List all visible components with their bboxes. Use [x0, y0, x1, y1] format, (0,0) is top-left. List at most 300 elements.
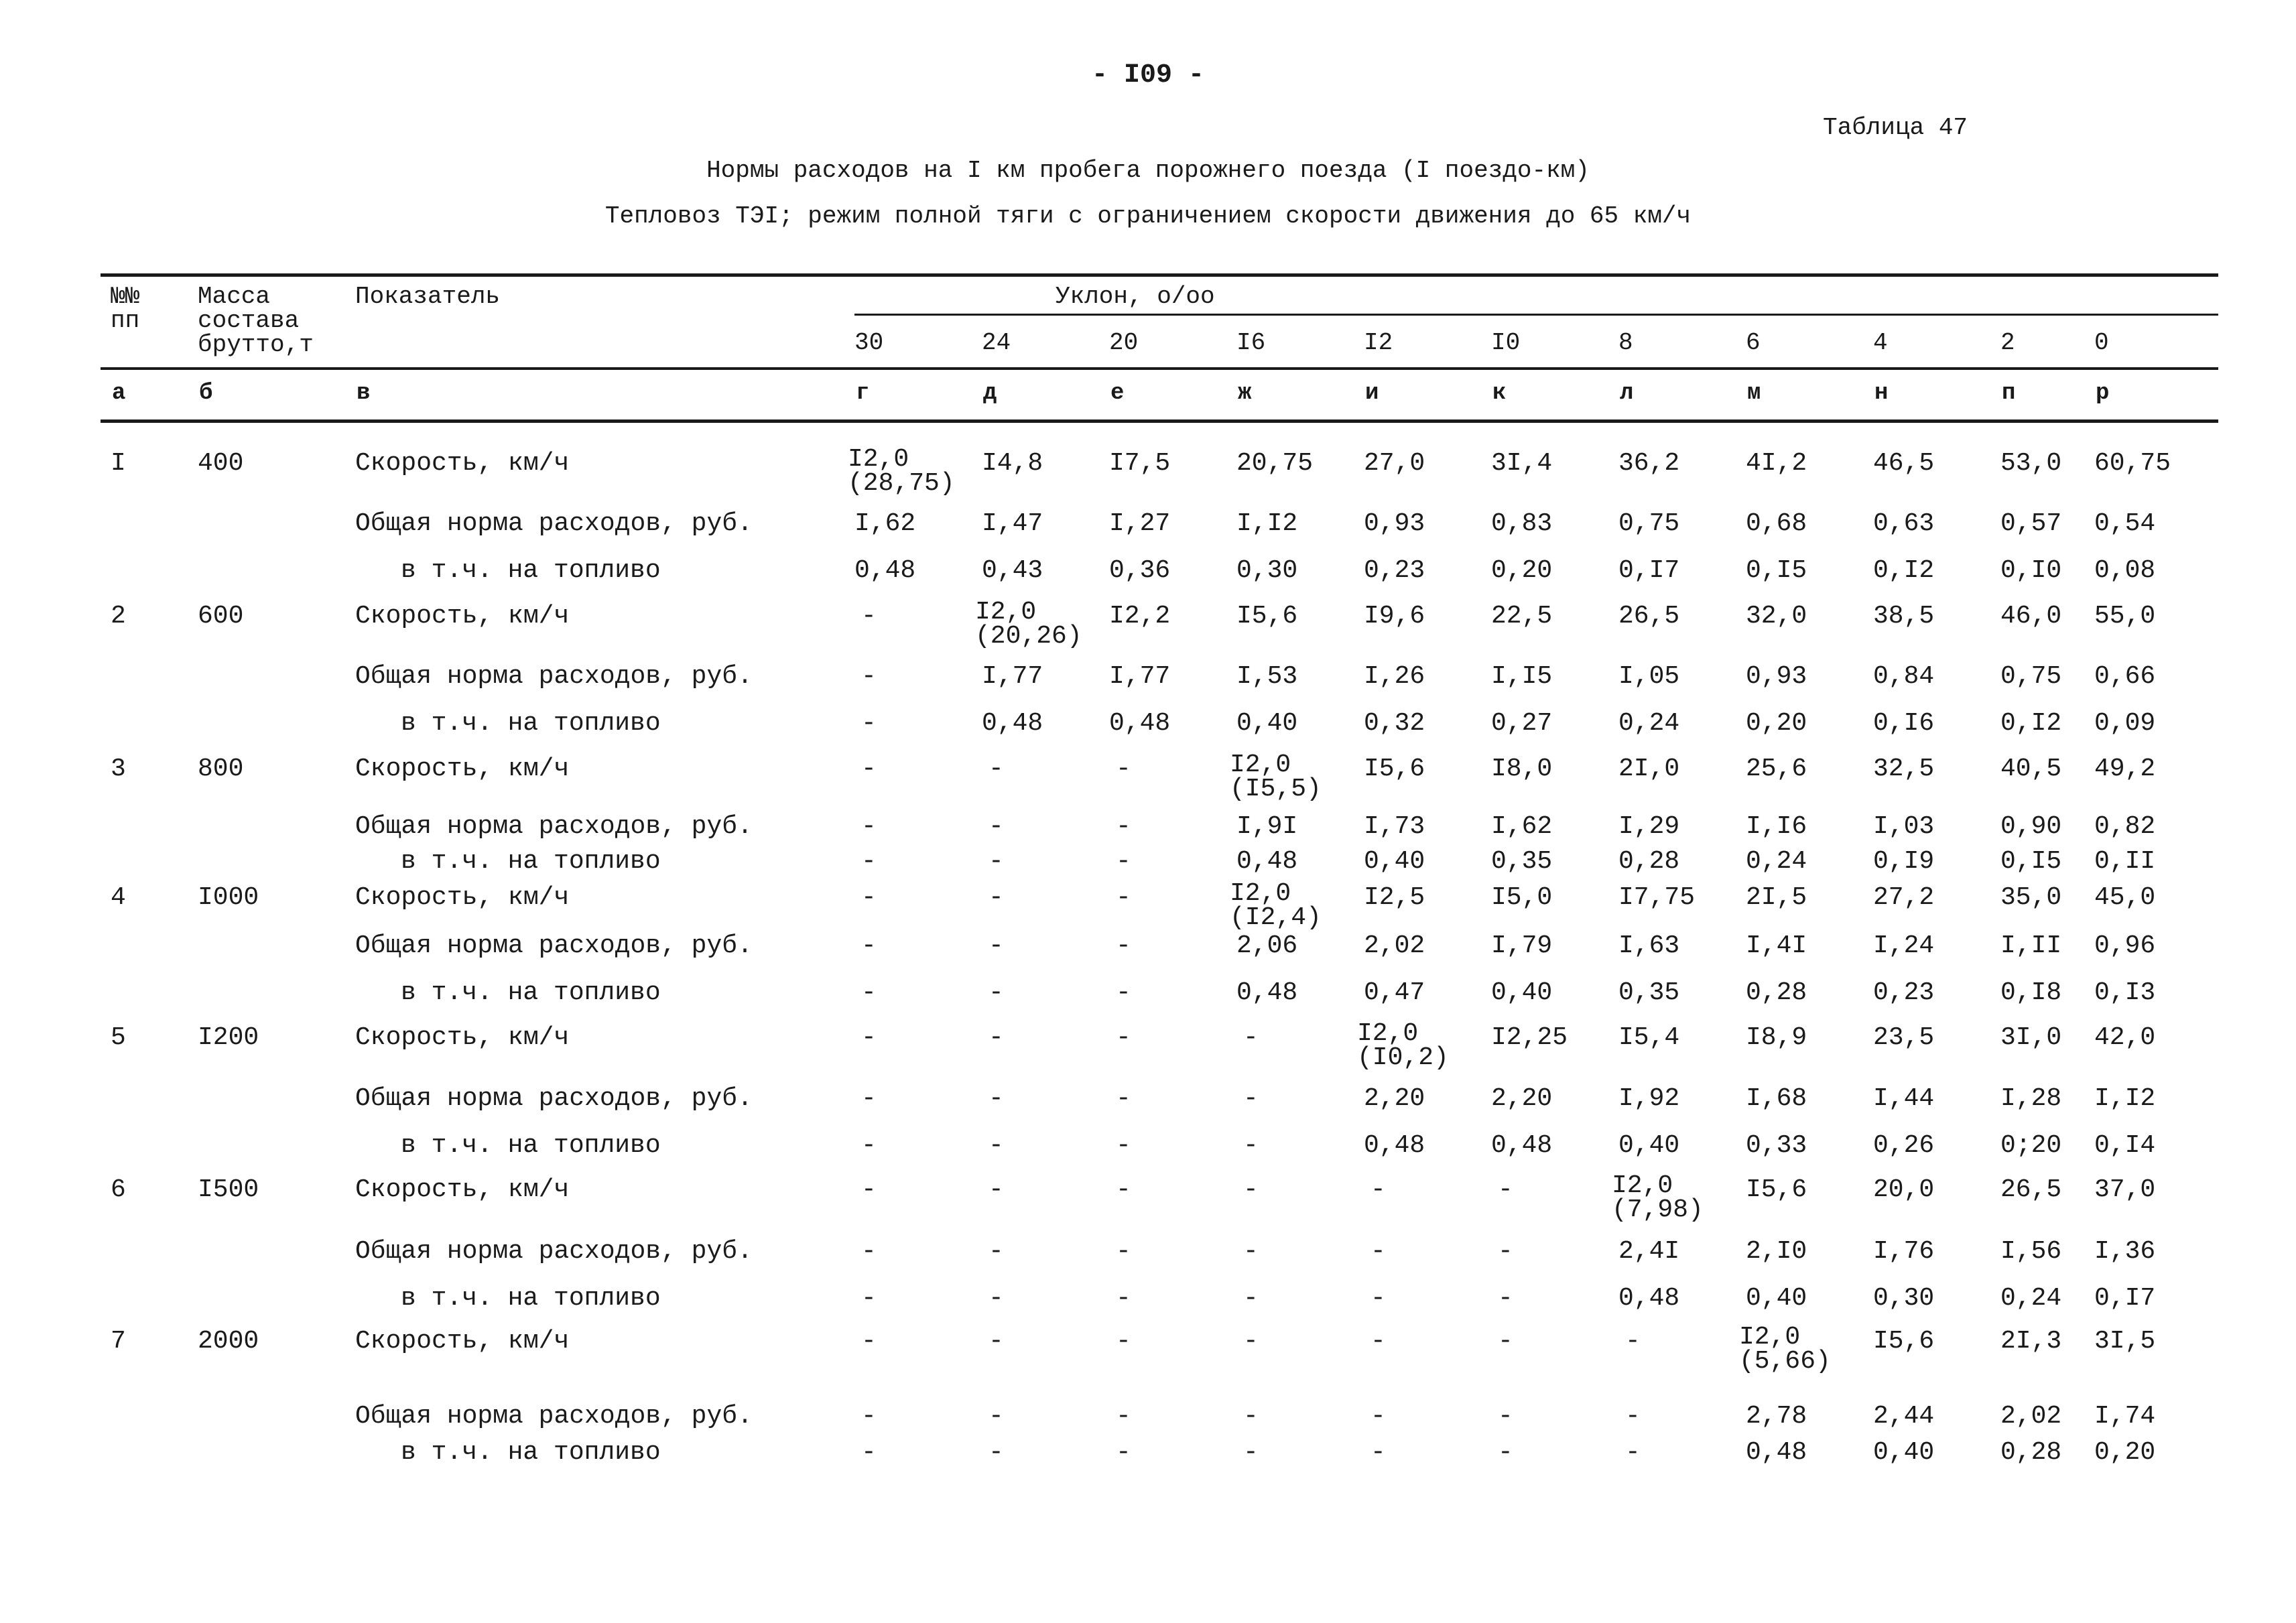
value-fuel: - [988, 1438, 1004, 1467]
value-speed: - [1243, 1023, 1259, 1052]
label-total: Общая норма расходов, руб. [355, 931, 753, 960]
label-speed: Скорость, км/ч [355, 1023, 570, 1052]
value-total: I,62 [1491, 812, 1553, 841]
value-total: I,76 [1873, 1237, 1935, 1266]
value-speed: 46,0 [2000, 602, 2062, 631]
value-speed: 38,5 [1873, 602, 1935, 631]
value-fuel: 0,I2 [1873, 556, 1935, 585]
value-total: - [1116, 931, 1131, 960]
value-speed: I7,75 [1618, 883, 1696, 912]
value-fuel: 0,35 [1618, 978, 1680, 1007]
value-fuel: 0,24 [1618, 709, 1680, 738]
value-fuel: 0,48 [982, 709, 1043, 738]
value-speed: I4,8 [982, 449, 1043, 478]
value-speed: I2,0 (5,66) [1739, 1323, 1831, 1376]
value-total: - [988, 931, 1004, 960]
value-fuel: 0;20 [2000, 1131, 2062, 1160]
column-letter: к [1492, 381, 1507, 406]
value-total: - [861, 931, 877, 960]
value-speed: 35,0 [2000, 883, 2062, 912]
value-fuel: 0,27 [1491, 709, 1553, 738]
label-total: Общая норма расходов, руб. [355, 662, 753, 691]
value-total: 0,57 [2000, 509, 2062, 538]
header-slope: 2 [2000, 329, 2015, 356]
label-fuel: в т.ч. на топливо [401, 1131, 661, 1160]
label-fuel: в т.ч. на топливо [401, 847, 661, 876]
value-speed: 27,0 [1364, 449, 1425, 478]
value-total: 0,66 [2094, 662, 2156, 691]
value-fuel: - [1116, 1284, 1131, 1313]
row-mass: 2000 [198, 1327, 259, 1356]
value-fuel: - [1243, 1131, 1259, 1160]
value-fuel: - [1116, 978, 1131, 1007]
value-fuel: 0,36 [1109, 556, 1171, 585]
value-fuel: 0,23 [1364, 556, 1425, 585]
row-number: 4 [111, 883, 126, 912]
value-fuel: - [988, 978, 1004, 1007]
column-letter: м [1747, 381, 1761, 406]
value-total: I,68 [1746, 1084, 1807, 1113]
value-fuel: 0,26 [1873, 1131, 1935, 1160]
header-slope-group: Уклон, о/оо [1056, 283, 1215, 310]
value-speed: 37,0 [2094, 1175, 2156, 1204]
value-speed: - [988, 1023, 1004, 1052]
value-speed: - [861, 602, 877, 631]
label-speed: Скорость, км/ч [355, 883, 570, 912]
value-speed: I2,0 (I5,5) [1230, 751, 1322, 803]
value-fuel: 0,43 [982, 556, 1043, 585]
value-speed: I2,0 (I0,2) [1357, 1019, 1449, 1072]
value-fuel: 0,40 [1491, 978, 1553, 1007]
column-letter: б [199, 381, 213, 406]
value-speed: I2,25 [1491, 1023, 1568, 1052]
value-total: 0,75 [1618, 509, 1680, 538]
value-total: - [1625, 1402, 1641, 1431]
label-speed: Скорость, км/ч [355, 449, 570, 478]
value-fuel: - [861, 847, 877, 876]
value-speed: 2I,3 [2000, 1327, 2062, 1356]
value-fuel: 0,40 [1873, 1438, 1935, 1467]
value-total: I,63 [1618, 931, 1680, 960]
value-fuel: 0,23 [1873, 978, 1935, 1007]
header-mid-rule [101, 367, 2218, 370]
value-total: - [1116, 812, 1131, 841]
value-fuel: 0,I6 [1873, 709, 1935, 738]
label-total: Общая норма расходов, руб. [355, 812, 753, 841]
value-total: 2,20 [1491, 1084, 1553, 1113]
row-number: 5 [111, 1023, 126, 1052]
value-total: I,62 [854, 509, 916, 538]
row-mass: 800 [198, 755, 244, 783]
value-fuel: - [1370, 1284, 1386, 1313]
value-total: I,53 [1236, 662, 1298, 691]
value-speed: - [988, 883, 1004, 912]
value-speed: I9,6 [1364, 602, 1425, 631]
value-fuel: 0,30 [1873, 1284, 1935, 1313]
value-fuel: 0,08 [2094, 556, 2156, 585]
value-total: I,I2 [1236, 509, 1298, 538]
value-speed: 36,2 [1618, 449, 1680, 478]
value-speed: - [1116, 755, 1131, 783]
value-speed: - [861, 1023, 877, 1052]
value-speed: - [861, 755, 877, 783]
value-total: 0,63 [1873, 509, 1935, 538]
value-fuel: - [1498, 1438, 1513, 1467]
value-total: I,56 [2000, 1237, 2062, 1266]
value-fuel: 0,28 [2000, 1438, 2062, 1467]
row-number: 3 [111, 755, 126, 783]
header-slope: 20 [1109, 329, 1139, 356]
value-total: - [1498, 1402, 1513, 1431]
header-slope: 6 [1746, 329, 1761, 356]
value-total: - [861, 812, 877, 841]
header-bottom-rule [101, 419, 2218, 423]
value-total: I,24 [1873, 931, 1935, 960]
value-total: I,26 [1364, 662, 1425, 691]
value-fuel: 0,II [2094, 847, 2156, 876]
value-speed: - [1498, 1175, 1513, 1204]
value-speed: - [1370, 1327, 1386, 1356]
value-speed: 20,75 [1236, 449, 1314, 478]
value-fuel: 0,48 [1236, 847, 1298, 876]
value-speed: I5,6 [1746, 1175, 1807, 1204]
value-total: I,I2 [2094, 1084, 2156, 1113]
value-fuel: 0,48 [1618, 1284, 1680, 1313]
value-speed: - [1243, 1175, 1259, 1204]
value-total: 0,75 [2000, 662, 2062, 691]
value-total: I,74 [2094, 1402, 2156, 1431]
value-fuel: 0,48 [1746, 1438, 1807, 1467]
value-speed: 60,75 [2094, 449, 2171, 478]
value-total: I,4I [1746, 931, 1807, 960]
column-letter: а [112, 381, 126, 406]
value-total: I,28 [2000, 1084, 2062, 1113]
value-total: - [1243, 1402, 1259, 1431]
value-fuel: 0,30 [1236, 556, 1298, 585]
row-mass: I200 [198, 1023, 259, 1052]
value-speed: - [988, 1175, 1004, 1204]
value-fuel: 0,33 [1746, 1131, 1807, 1160]
column-letter: р [2096, 381, 2110, 406]
column-letter: е [1110, 381, 1125, 406]
column-letter: г [856, 381, 870, 406]
header-slope: 8 [1618, 329, 1633, 356]
header-slope: 30 [854, 329, 884, 356]
value-fuel: 0,40 [1236, 709, 1298, 738]
value-total: I,44 [1873, 1084, 1935, 1113]
label-speed: Скорость, км/ч [355, 755, 570, 783]
value-fuel: - [861, 1284, 877, 1313]
value-fuel: 0,I5 [2000, 847, 2062, 876]
value-speed: - [1625, 1327, 1641, 1356]
value-speed: I8,9 [1746, 1023, 1807, 1052]
value-fuel: - [861, 978, 877, 1007]
value-total: - [1116, 1237, 1131, 1266]
value-total: 2,02 [1364, 931, 1425, 960]
table-title: Нормы расходов на I км пробега порожнего поезда (I поездо-км) [706, 157, 1590, 184]
page-number: - I09 - [1091, 60, 1205, 90]
value-fuel: - [1625, 1438, 1641, 1467]
value-total: I,79 [1491, 931, 1553, 960]
value-total: - [988, 1237, 1004, 1266]
label-fuel: в т.ч. на топливо [401, 978, 661, 1007]
value-total: - [988, 1084, 1004, 1113]
row-mass: 600 [198, 602, 244, 631]
value-fuel: - [1370, 1438, 1386, 1467]
header-mass: Масса состава брутто,т [198, 283, 314, 359]
value-total: 2,02 [2000, 1402, 2062, 1431]
value-total: 0,93 [1364, 509, 1425, 538]
value-speed: I2,0 (28,75) [848, 445, 955, 498]
value-fuel: 0,I9 [1873, 847, 1935, 876]
header-top-rule [101, 273, 2218, 277]
column-letter: н [1874, 381, 1889, 406]
value-speed: 40,5 [2000, 755, 2062, 783]
label-fuel: в т.ч. на топливо [401, 1438, 661, 1467]
header-slope: 24 [982, 329, 1011, 356]
table-label: Таблица 47 [1823, 114, 1968, 141]
value-speed: 26,5 [1618, 602, 1680, 631]
value-fuel: 0,I4 [2094, 1131, 2156, 1160]
value-total: I,73 [1364, 812, 1425, 841]
value-speed: - [1116, 1327, 1131, 1356]
value-fuel: 0,48 [1491, 1131, 1553, 1160]
value-speed: I2,2 [1109, 602, 1171, 631]
value-speed: I5,6 [1236, 602, 1298, 631]
row-number: I [111, 449, 126, 478]
value-fuel: 0,35 [1491, 847, 1553, 876]
value-speed: - [988, 755, 1004, 783]
value-fuel: 0,I0 [2000, 556, 2062, 585]
value-fuel: - [1116, 1131, 1131, 1160]
value-total: - [988, 812, 1004, 841]
value-speed: I2,0 (I2,4) [1230, 879, 1322, 932]
value-fuel: - [1243, 1284, 1259, 1313]
row-number: 7 [111, 1327, 126, 1356]
value-speed: 22,5 [1491, 602, 1553, 631]
value-fuel: 0,28 [1618, 847, 1680, 876]
column-letter: п [2002, 381, 2016, 406]
value-speed: I5,6 [1873, 1327, 1935, 1356]
column-letter: и [1365, 381, 1379, 406]
value-total: 2,4I [1618, 1237, 1680, 1266]
value-speed: 3I,4 [1491, 449, 1553, 478]
header-slope: I6 [1236, 329, 1266, 356]
header-slope: I2 [1364, 329, 1393, 356]
value-fuel: 0,48 [1236, 978, 1298, 1007]
value-speed: I8,0 [1491, 755, 1553, 783]
value-total: 2,06 [1236, 931, 1298, 960]
value-fuel: - [861, 1438, 877, 1467]
value-total: 0,82 [2094, 812, 2156, 841]
value-total: 0,96 [2094, 931, 2156, 960]
value-fuel: 0,40 [1746, 1284, 1807, 1313]
value-fuel: 0,I2 [2000, 709, 2062, 738]
value-total: - [1243, 1237, 1259, 1266]
value-total: - [861, 1084, 877, 1113]
value-total: I,29 [1618, 812, 1680, 841]
value-fuel: 0,48 [1364, 1131, 1425, 1160]
value-speed: - [861, 1175, 877, 1204]
label-fuel: в т.ч. на топливо [401, 1284, 661, 1313]
value-speed: 25,6 [1746, 755, 1807, 783]
value-total: - [1370, 1237, 1386, 1266]
value-fuel: 0,47 [1364, 978, 1425, 1007]
value-total: - [861, 662, 877, 691]
label-total: Общая норма расходов, руб. [355, 1237, 753, 1266]
value-total: 2,I0 [1746, 1237, 1807, 1266]
value-speed: 32,5 [1873, 755, 1935, 783]
value-total: I,9I [1236, 812, 1298, 841]
value-total: I,05 [1618, 662, 1680, 691]
value-speed: 55,0 [2094, 602, 2156, 631]
value-speed: 2I,0 [1618, 755, 1680, 783]
value-speed: 53,0 [2000, 449, 2062, 478]
value-speed: - [861, 1327, 877, 1356]
value-total: - [861, 1402, 877, 1431]
value-fuel: 0,I3 [2094, 978, 2156, 1007]
value-speed: 49,2 [2094, 755, 2156, 783]
label-speed: Скорость, км/ч [355, 602, 570, 631]
value-speed: - [861, 883, 877, 912]
value-fuel: 0,48 [854, 556, 916, 585]
value-speed: 2I,5 [1746, 883, 1807, 912]
label-total: Общая норма расходов, руб. [355, 1402, 753, 1431]
value-total: 0,54 [2094, 509, 2156, 538]
value-total: 0,68 [1746, 509, 1807, 538]
row-number: 6 [111, 1175, 126, 1204]
slope-group-rule [854, 314, 2218, 316]
value-speed: I2,0 (7,98) [1612, 1171, 1704, 1224]
value-speed: 32,0 [1746, 602, 1807, 631]
label-total: Общая норма расходов, руб. [355, 1084, 753, 1113]
value-speed: - [988, 1327, 1004, 1356]
value-fuel: 0,I7 [2094, 1284, 2156, 1313]
value-speed: - [1116, 1023, 1131, 1052]
value-speed: 42,0 [2094, 1023, 2156, 1052]
value-speed: I7,5 [1109, 449, 1171, 478]
value-fuel: 0,09 [2094, 709, 2156, 738]
value-fuel: - [988, 1284, 1004, 1313]
header-indicator: Показатель [355, 283, 501, 310]
value-fuel: 0,20 [2094, 1438, 2156, 1467]
value-total: 0,83 [1491, 509, 1553, 538]
table-subtitle: Тепловоз ТЭI; режим полной тяги с ограничением скорости движения до 65 км/ч [604, 202, 1692, 230]
value-fuel: - [1243, 1438, 1259, 1467]
value-total: I,I5 [1491, 662, 1553, 691]
value-total: I,47 [982, 509, 1043, 538]
value-speed: 27,2 [1873, 883, 1935, 912]
value-fuel: - [1116, 847, 1131, 876]
value-speed: I5,6 [1364, 755, 1425, 783]
row-mass: 400 [198, 449, 244, 478]
value-speed: 4I,2 [1746, 449, 1807, 478]
value-speed: 26,5 [2000, 1175, 2062, 1204]
value-speed: 45,0 [2094, 883, 2156, 912]
value-speed: I5,4 [1618, 1023, 1680, 1052]
header-slope: 4 [1873, 329, 1888, 356]
header-slope: I0 [1491, 329, 1521, 356]
value-total: I,I6 [1746, 812, 1807, 841]
label-speed: Скорость, км/ч [355, 1327, 570, 1356]
value-total: 0,90 [2000, 812, 2062, 841]
value-fuel: 0,28 [1746, 978, 1807, 1007]
value-total: I,03 [1873, 812, 1935, 841]
value-speed: 20,0 [1873, 1175, 1935, 1204]
row-mass: I000 [198, 883, 259, 912]
value-fuel: 0,40 [1364, 847, 1425, 876]
value-fuel: - [988, 847, 1004, 876]
header-num: №№ пп [111, 283, 140, 334]
row-number: 2 [111, 602, 126, 631]
value-fuel: - [988, 1131, 1004, 1160]
value-speed: I2,0 (20,26) [975, 598, 1082, 651]
row-mass: I500 [198, 1175, 259, 1204]
value-speed: 3I,0 [2000, 1023, 2062, 1052]
value-total: I,77 [982, 662, 1043, 691]
value-fuel: - [861, 709, 877, 738]
value-speed: I5,0 [1491, 883, 1553, 912]
value-fuel: 0,I7 [1618, 556, 1680, 585]
value-total: I,36 [2094, 1237, 2156, 1266]
value-total: I,92 [1618, 1084, 1680, 1113]
value-speed: - [1243, 1327, 1259, 1356]
value-speed: - [1116, 1175, 1131, 1204]
label-total: Общая норма расходов, руб. [355, 509, 753, 538]
column-letter: л [1620, 381, 1634, 406]
value-total: - [1498, 1237, 1513, 1266]
value-speed: I2,5 [1364, 883, 1425, 912]
value-speed: - [1116, 883, 1131, 912]
value-total: 2,20 [1364, 1084, 1425, 1113]
value-total: 2,44 [1873, 1402, 1935, 1431]
value-fuel: - [861, 1131, 877, 1160]
value-speed: - [1498, 1327, 1513, 1356]
value-total: I,II [2000, 931, 2062, 960]
value-total: - [988, 1402, 1004, 1431]
value-fuel: 0,24 [1746, 847, 1807, 876]
value-total: I,27 [1109, 509, 1171, 538]
value-speed: 3I,5 [2094, 1327, 2156, 1356]
value-fuel: 0,20 [1491, 556, 1553, 585]
column-letter: ж [1238, 381, 1252, 406]
value-fuel: 0,24 [2000, 1284, 2062, 1313]
value-fuel: 0,I8 [2000, 978, 2062, 1007]
value-total: - [1370, 1402, 1386, 1431]
value-speed: - [1370, 1175, 1386, 1204]
value-fuel: 0,20 [1746, 709, 1807, 738]
label-speed: Скорость, км/ч [355, 1175, 570, 1204]
value-speed: 46,5 [1873, 449, 1935, 478]
label-fuel: в т.ч. на топливо [401, 709, 661, 738]
value-fuel: 0,I5 [1746, 556, 1807, 585]
value-total: 2,78 [1746, 1402, 1807, 1431]
value-fuel: 0,40 [1618, 1131, 1680, 1160]
value-total: - [1243, 1084, 1259, 1113]
value-fuel: 0,48 [1109, 709, 1171, 738]
column-letter: д [983, 381, 997, 406]
value-fuel: - [1116, 1438, 1131, 1467]
value-total: - [861, 1237, 877, 1266]
header-slope: 0 [2094, 329, 2109, 356]
value-speed: 23,5 [1873, 1023, 1935, 1052]
value-total: - [1116, 1402, 1131, 1431]
value-total: I,77 [1109, 662, 1171, 691]
value-fuel: - [1498, 1284, 1513, 1313]
value-total: 0,84 [1873, 662, 1935, 691]
value-total: - [1116, 1084, 1131, 1113]
value-fuel: 0,32 [1364, 709, 1425, 738]
